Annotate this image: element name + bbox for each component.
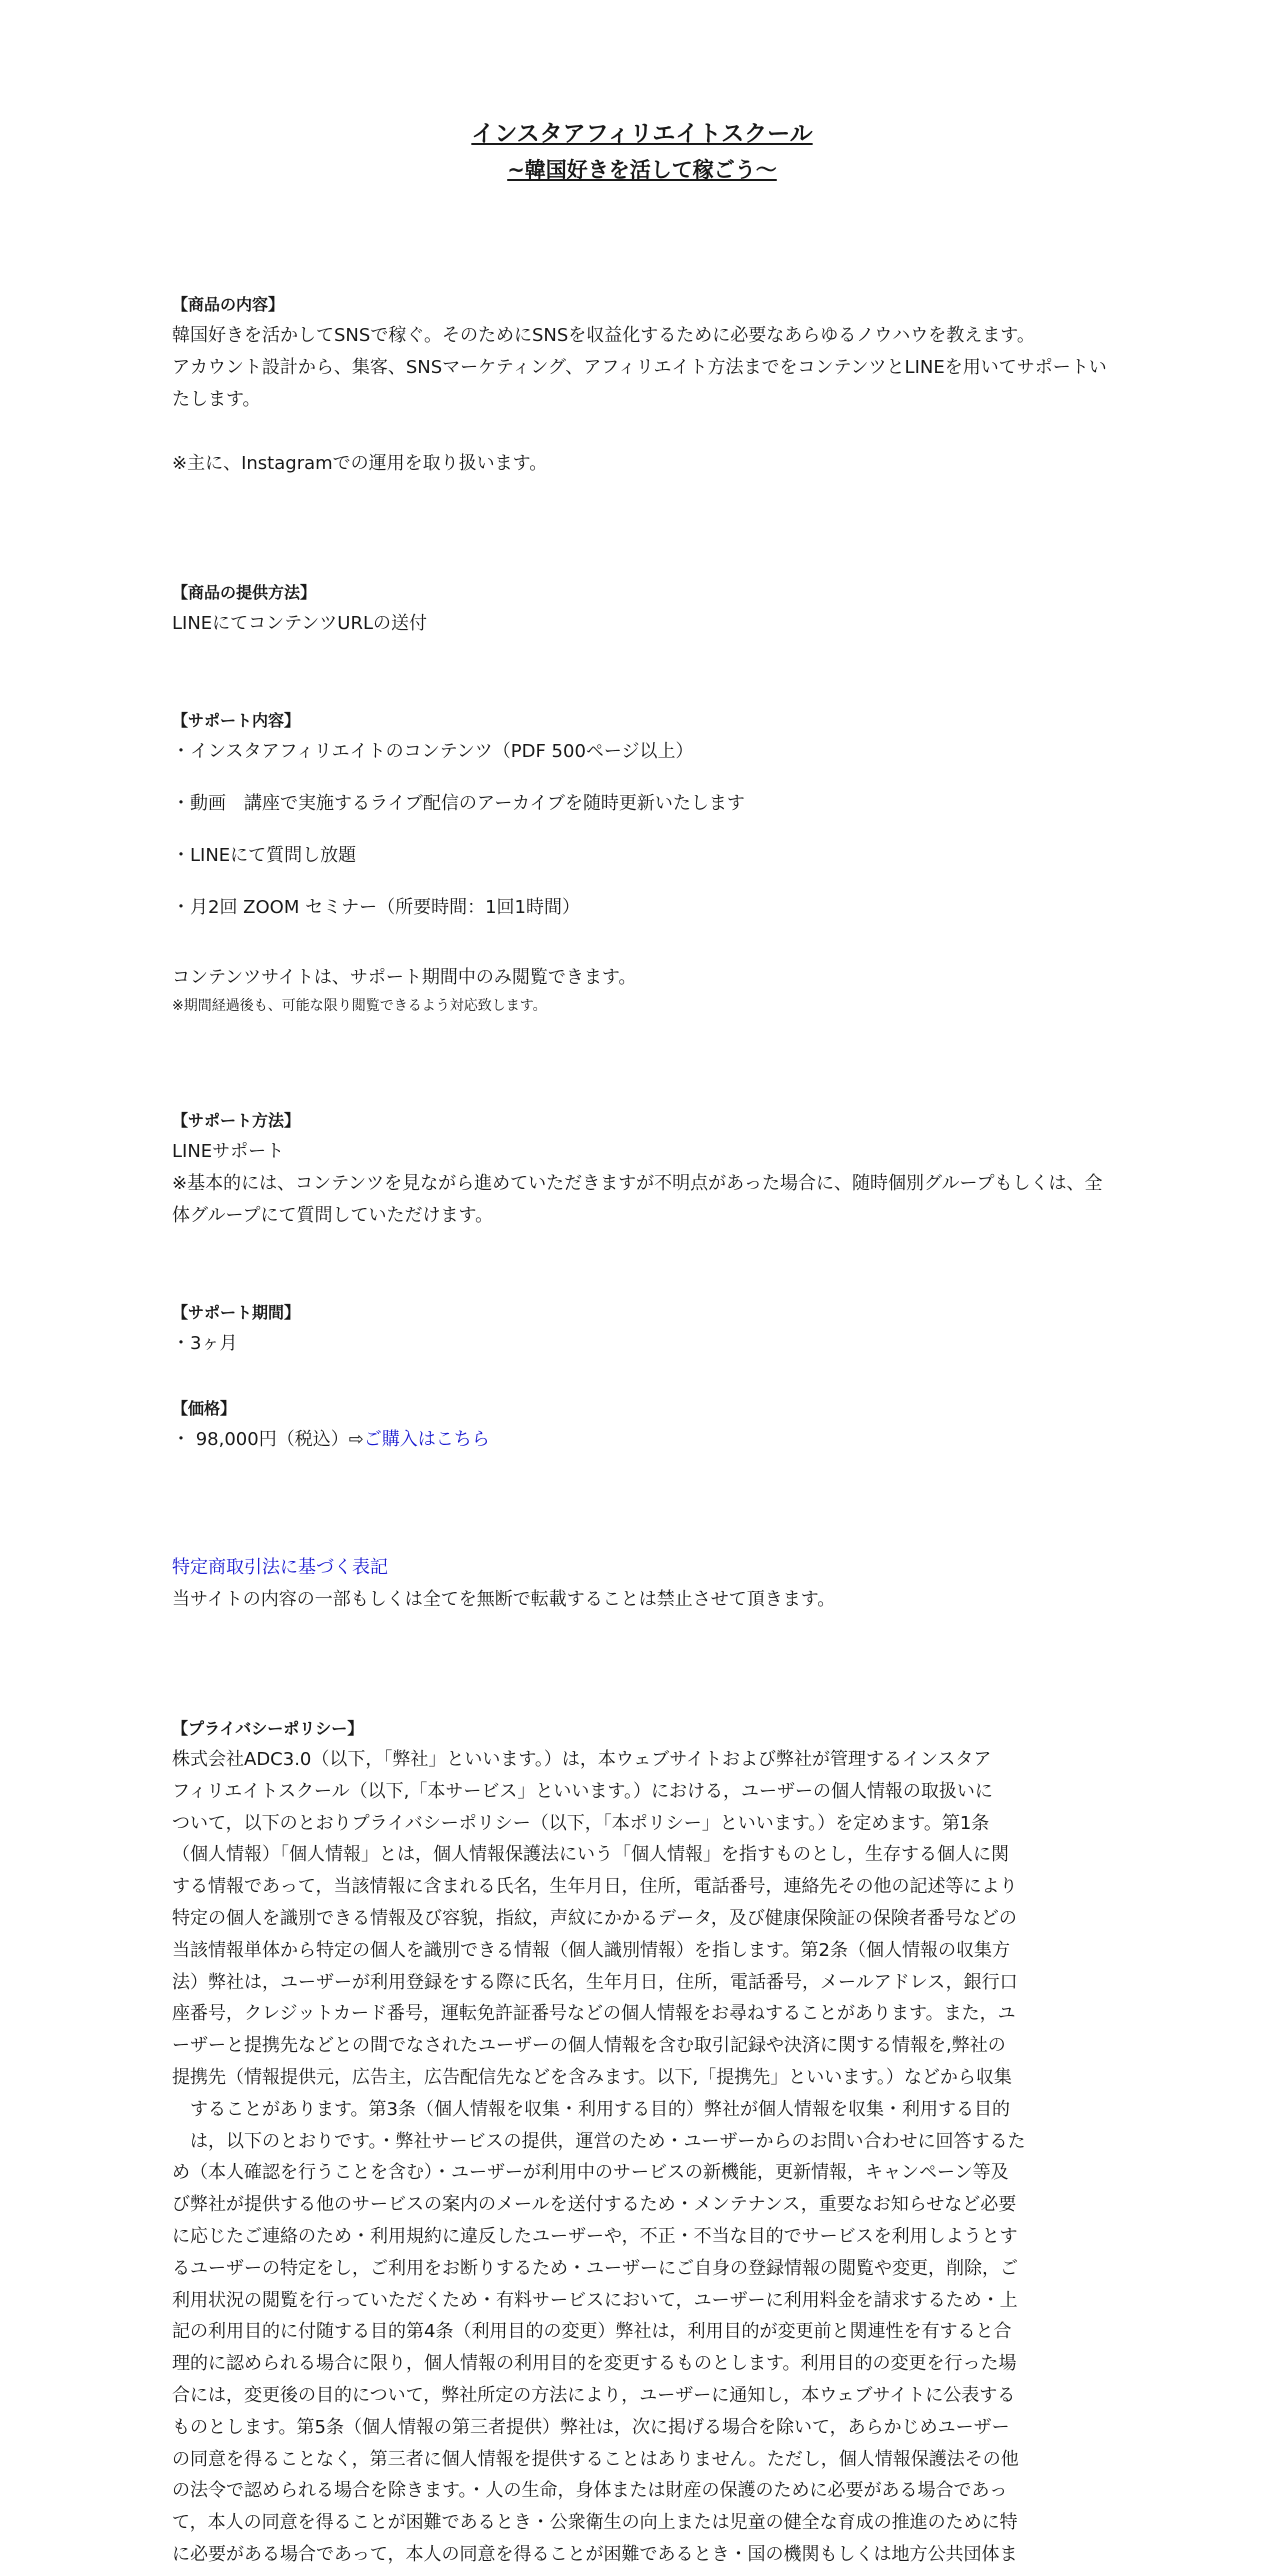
section-support-method — [172, 1106, 1112, 1232]
delivery-heading: 【商品の提供方法】 — [172, 583, 317, 602]
product-note: ※主に、Instagramでの運用を取り扱います。 — [172, 453, 548, 474]
section-delivery — [172, 578, 1112, 640]
support-item: ・動画 講座で実施するライブ配信のアーカイブを随時更新いたします — [172, 793, 745, 814]
privacy-body — [172, 1744, 1112, 2571]
product-body-2: アカウント設計から、集客、SNSマーケティング、アフィリエイト方法までをコンテンツとLINEを用いてサポートいたします。 — [172, 357, 1107, 410]
support-item: ・LINEにて質問し放題 — [172, 845, 357, 866]
availability-text: コンテンツサイトは、サポート期間中のみ閲覧できます。 — [172, 967, 637, 988]
privacy-line: 利用状況の閲覧を行っていただくため・有料サービスにおいて，ユーザーに利用料金を請求するため・上 — [172, 2289, 1018, 2311]
privacy-line: 記の利用目的に付随する目的第4条（利用目的の変更）弊社は，利用目的が変更前と関連性を有すると合 — [172, 2321, 1012, 2343]
privacy-line: に必要がある場合であって，本人の同意を得ることが困難であるとき・国の機関もしくは地方公共団体ま — [172, 2543, 1018, 2565]
privacy-line: の同意を得ることなく，第三者に個人情報を提供することはありません。ただし，個人情報保護法その他 — [172, 2448, 1019, 2470]
section-privacy — [172, 1714, 1112, 2571]
privacy-line: 合には，変更後の目的について，弊社所定の方法により，ユーザーに通知し，本ウェブサイトに公表する — [172, 2384, 1016, 2406]
support-period-body: ・3ヶ月 — [172, 1333, 238, 1354]
availability-note: ※期間経過後も、可能な限り閲覧できるよう対応致します。 — [172, 998, 547, 1014]
privacy-line: 座番号，クレジットカード番号，運転免許証番号などの個人情報をお尋ねすることがあります。また，ユ — [172, 2003, 1016, 2025]
support-item: ・インスタアフィリエイトのコンテンツ（PDF 500ページ以上） — [172, 741, 694, 762]
privacy-line: 理的に認められる場合に限り，個人情報の利用目的を変更するものとします。利用目的の変更を行った場 — [172, 2353, 1017, 2375]
section-product — [172, 290, 1112, 480]
price-line — [172, 1424, 1112, 1456]
price-heading: 【価格】 — [172, 1399, 237, 1418]
privacy-line: て，本人の同意を得ることが困難であるとき・公衆衛生の向上または児童の健全な育成の推進のために特 — [172, 2512, 1018, 2534]
support-content-heading: 【サポート内容】 — [172, 711, 301, 730]
privacy-line: 当該情報単体から特定の個人を識別できる情報（個人識別情報）を指します。第2条（個人情報の収集方 — [172, 1939, 1011, 1961]
privacy-line: （個人情報）「個人情報」とは，個人情報保護法にいう「個人情報」を指すものとし，生存する個人に関 — [172, 1844, 1009, 1866]
delivery-body: LINEにてコンテンツURLの送付 — [172, 613, 427, 634]
privacy-line: 提携先（情報提供元，広告主，広告配信先などを含みます。以下,「提携先」といいます。）などから収集 — [172, 2066, 1012, 2088]
support-method-note: ※基本的には、コンテンツを見ながら進めていただきますが不明点があった場合に、随時個別グループもしくは、全体グループにて質問していただけます。 — [172, 1173, 1103, 1226]
privacy-line: は，以下のとおりです。・弊社サービスの提供，運営のため・ユーザーからのお問い合わせに回答するた — [172, 2130, 1026, 2152]
product-heading: 【商品の内容】 — [172, 295, 285, 314]
privacy-line: に応じたご連絡のため・利用規約に違反したユーザーや，不正・不当な目的でサービスを利用しようとす — [172, 2225, 1018, 2247]
privacy-line: ついて，以下のとおりプライバシーポリシー（以下，「本ポリシー」といいます。）を定めます。第1条 — [172, 1812, 990, 1834]
section-legal — [172, 1552, 1112, 1616]
page-title — [172, 116, 1112, 188]
purchase-link[interactable]: ご購入はこちら — [363, 1429, 490, 1450]
privacy-line: ものとします。第5条（個人情報の第三者提供）弊社は，次に掲げる場合を除いて，あらかじめユーザー — [172, 2416, 1010, 2438]
support-method-heading: 【サポート方法】 — [172, 1111, 301, 1130]
privacy-line: フィリエイトスクール（以下,「本サービス」といいます。）における，ユーザーの個人情報の取扱いに — [172, 1780, 993, 1802]
privacy-line: の法令で認められる場合を除きます。・人の生命，身体または財産の保護のために必要がある場合であっ — [172, 2480, 1008, 2502]
section-support-period — [172, 1298, 1112, 1360]
privacy-line: する情報であって，当該情報に含まれる氏名，生年月日，住所，電話番号，連絡先その他の記述等により — [172, 1876, 1018, 1898]
privacy-line: 法）弊社は，ユーザーが利用登録をする際に氏名，生年月日，住所，電話番号，メールアドレス，銀行口 — [172, 1971, 1018, 1993]
privacy-line: るユーザーの特定をし，ご利用をお断りするため・ユーザーにご自身の登録情報の閲覧や変更，削除，ご — [172, 2257, 1018, 2279]
legal-notice-link[interactable]: 特定商取引法に基づく表記 — [172, 1557, 388, 1578]
support-item: ・月2回 ZOOM セミナー（所要時間：1回1時間） — [172, 897, 580, 918]
privacy-line: ーザーと提携先などとの間でなされたユーザーの個人情報を含む取引記録や決済に関する情報を,弊社の — [172, 2035, 1006, 2057]
price-text: ・ 98,000円（税込）⇨ — [172, 1429, 364, 1450]
privacy-line: め（本人確認を行うことを含む）・ユーザーが利用中のサービスの新機能，更新情報，キャンペーン等及 — [172, 2162, 1009, 2184]
privacy-line: 株式会社ADC3.0（以下，「弊社」といいます。）は，本ウェブサイトおよび弊社が管理するインスタア — [172, 1749, 992, 1770]
support-method-body: LINEサポート — [172, 1141, 285, 1162]
section-support-content — [172, 706, 1112, 1018]
section-price — [172, 1394, 1112, 1456]
privacy-line: 特定の個人を識別できる情報及び容貌，指紋，声紋にかかるデータ，及び健康保険証の保険者番号などの — [172, 1907, 1017, 1929]
privacy-line: び弊社が提供する他のサービスの案内のメールを送付するため・メンテナンス，重要なお知らせなど必要 — [172, 2194, 1017, 2216]
copyright-notice: 当サイトの内容の一部もしくは全てを無断で転載することは禁止させて頂きます。 — [172, 1589, 836, 1610]
title-line-1: インスタアフィリエイトスクール — [471, 121, 813, 147]
privacy-heading: 【プライバシーポリシー】 — [172, 1719, 364, 1738]
product-body-1: 韓国好きを活かしてSNSで稼ぐ。そのためにSNSを収益化するために必要なあらゆるノウハウを教えます。 — [172, 325, 1035, 346]
title-line-2: ~韓国好きを活して稼ごう〜 — [507, 158, 777, 182]
privacy-line: することがあります。第3条（個人情報を収集・利用する目的）弊社が個人情報を収集・利用する目的 — [172, 2098, 1011, 2120]
support-period-heading: 【サポート期間】 — [172, 1303, 301, 1322]
